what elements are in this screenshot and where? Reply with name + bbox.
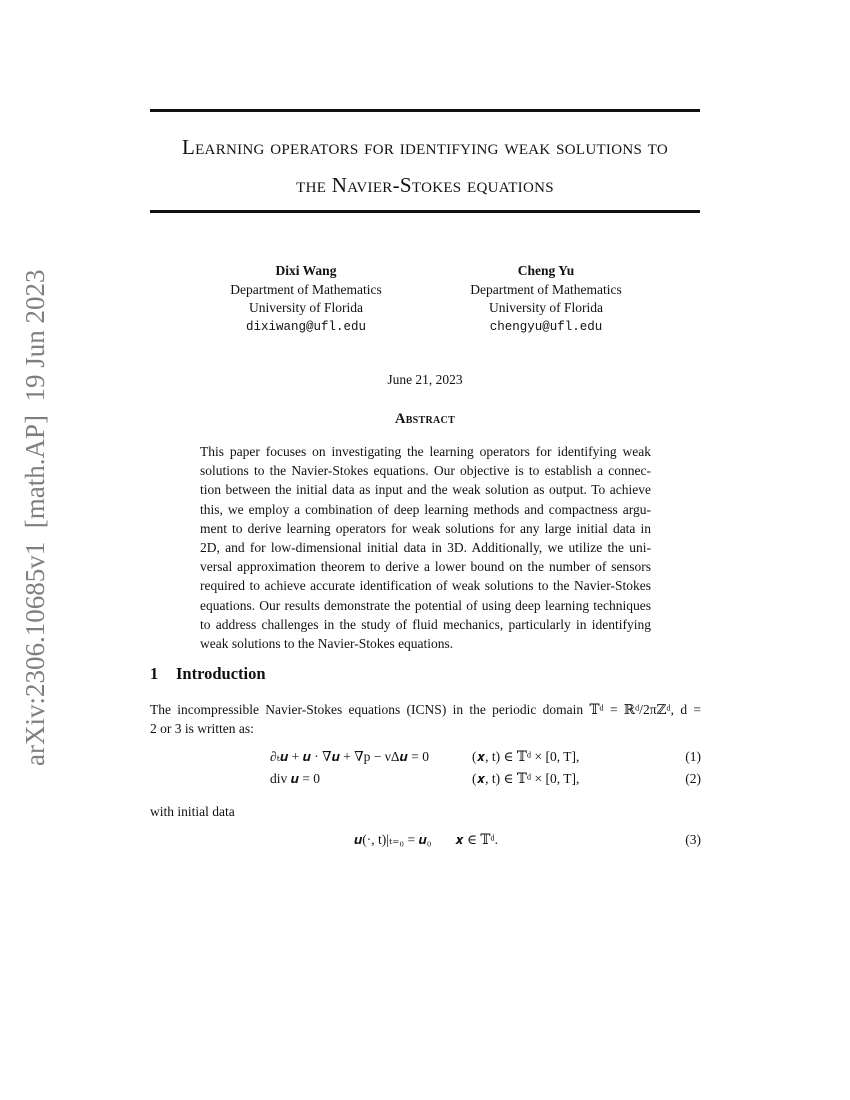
- abstract-heading: Abstract: [394, 411, 456, 427]
- equation-number: (1): [685, 749, 701, 764]
- title-line-1: Learning operators for identifying weak solutions to: [181, 135, 669, 159]
- equation-domain: (𝒙, t) ∈ 𝕋ᵈ × [0, T],: [472, 771, 580, 786]
- section-heading: [150, 664, 266, 684]
- intro-line-1: The incompressible Navier-Stokes equations (ICNS) in the periodic domain 𝕋ᵈ = ℝᵈ/2πℤᵈ, d =: [150, 702, 701, 717]
- abstract-line: ment to derive learning operators for weak solutions for any large initial data in: [200, 520, 651, 536]
- equation-lhs: ∂ₜ𝒖 + 𝒖 · ∇𝒖 + ∇p − νΔ𝒖 = 0: [270, 749, 429, 764]
- paper-title: [150, 128, 700, 204]
- author-block-2: [426, 262, 666, 336]
- abstract-line: required to achieve accurate identification of weak solutions to the Navier-Stokes: [200, 578, 651, 594]
- abstract-line: solutions to the Navier-Stokes equations. Our objective is to establish a connec-: [200, 463, 651, 479]
- title-top-rule: [150, 109, 700, 112]
- author-block-1: [186, 262, 426, 336]
- author-university: University of Florida: [489, 300, 603, 315]
- abstract-line: versal approximation theorem to derive a lower bound on the number of sensors: [200, 559, 651, 575]
- intro-paragraph: [150, 700, 701, 738]
- section-title: Introduction: [176, 664, 266, 683]
- abstract-line: weak solutions to the Navier-Stokes equations.: [200, 636, 454, 652]
- equation-lhs: 𝒖(·, t)|ₜ₌₀ = 𝒖₀: [354, 832, 432, 847]
- section-number: 1: [150, 664, 159, 683]
- arxiv-stamp: arXiv:2306.10685v1 [math.AP] 19 Jun 2023: [20, 269, 50, 766]
- abstract-line: tion between the initial data as input and the weak solution as output. To achieve: [200, 482, 651, 498]
- equation-number: (2): [685, 771, 701, 786]
- author-email[interactable]: dixiwang@ufl.edu: [245, 319, 367, 334]
- abstract-body: [200, 442, 651, 653]
- author-university: University of Florida: [249, 300, 363, 315]
- author-department: Department of Mathematics: [470, 281, 622, 297]
- initial-data-text: [150, 802, 701, 821]
- title-bottom-rule: [150, 210, 700, 213]
- abstract-line: 2D, and for low-dimensional initial data in 3D. Additionally, we utilize the uni-: [200, 540, 651, 556]
- author-name: Cheng Yu: [517, 263, 575, 278]
- intro-line-2: 2 or 3 is written as:: [150, 721, 254, 736]
- equation-number: (3): [685, 832, 701, 847]
- author-email[interactable]: chengyu@ufl.edu: [489, 319, 603, 334]
- title-line-2: the Navier-Stokes equations: [296, 173, 554, 197]
- equation-3: [150, 832, 701, 852]
- equation-domain: 𝒙 ∈ 𝕋ᵈ.: [455, 832, 499, 847]
- equation-1: [150, 749, 701, 769]
- equation-domain: (𝒙, t) ∈ 𝕋ᵈ × [0, T],: [472, 749, 580, 764]
- abstract-line: This paper focuses on investigating the learning operators for identifying weak: [200, 444, 651, 459]
- abstract-line: equations. Our results demonstrate the potential of using deep learning techniques: [200, 597, 651, 613]
- equation-lhs: div 𝒖 = 0: [270, 771, 321, 786]
- abstract-line: to address challenges in the study of fluid mechanics, particularly in identifying: [200, 616, 651, 632]
- initial-data-line: with initial data: [150, 804, 235, 819]
- abstract-line: this, we employ a combination of deep learning methods and compactness argu-: [200, 501, 651, 517]
- equation-2: [150, 771, 701, 791]
- author-department: Department of Mathematics: [230, 281, 382, 297]
- paper-date: June 21, 2023: [387, 372, 463, 387]
- author-name: Dixi Wang: [275, 263, 337, 278]
